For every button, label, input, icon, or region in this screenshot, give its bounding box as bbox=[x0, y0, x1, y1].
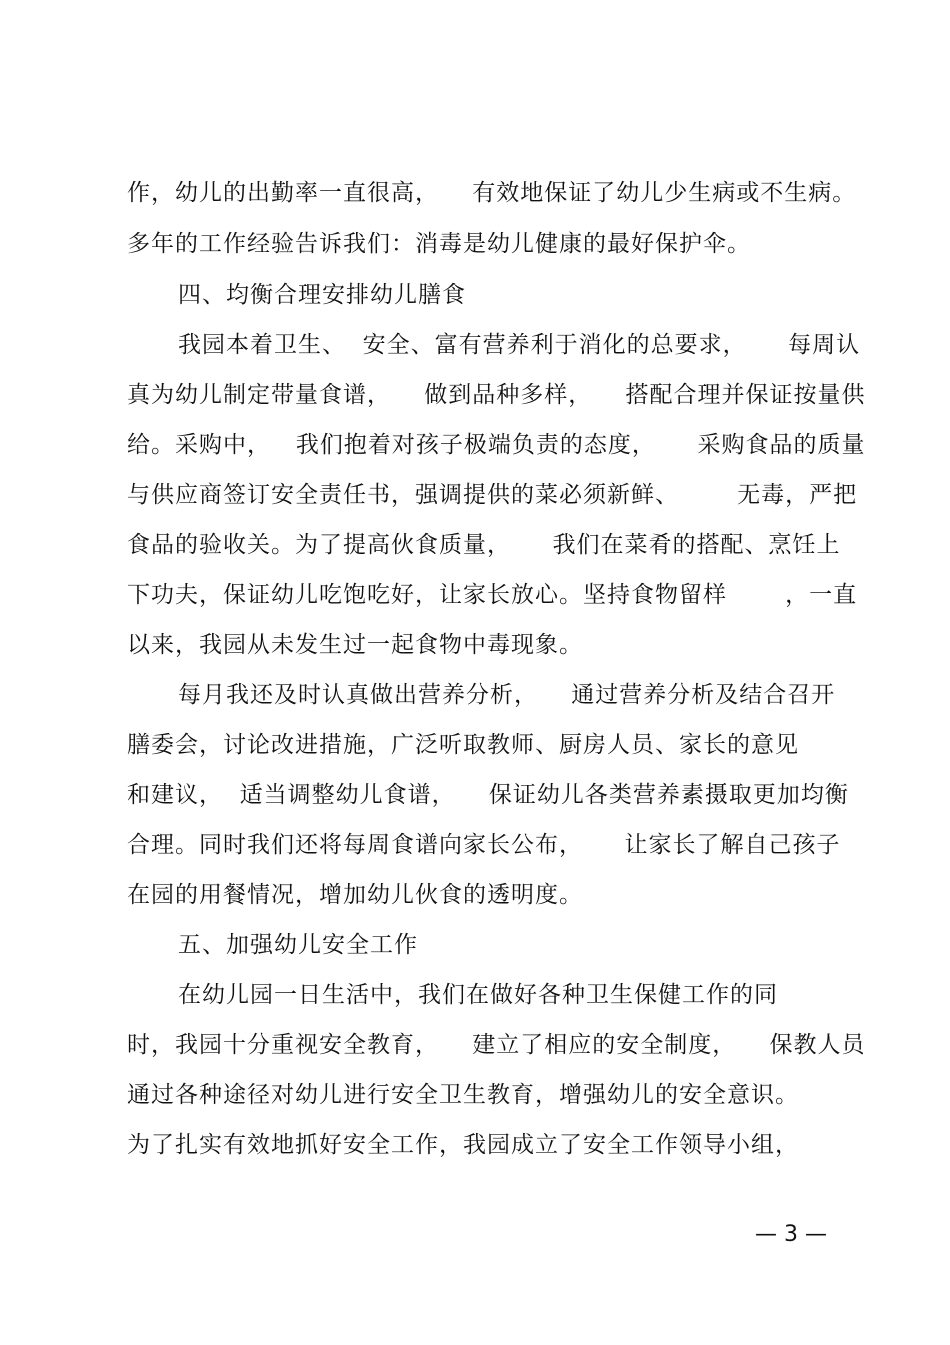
section-heading: 四、均衡合理安排幼儿膳食 bbox=[178, 282, 466, 308]
text-line: 时，我园十分重视安全教育， 建立了相应的安全制度， 保教人员 bbox=[127, 1032, 866, 1058]
text-line: 每月我还及时认真做出营养分析， 通过营养分析及结合召开 bbox=[178, 682, 836, 708]
text-line: 作，幼儿的出勤率一直很高， 有效地保证了幼儿少生病或不生病。 bbox=[127, 180, 857, 206]
text-line: 多年的工作经验告诉我们：消毒是幼儿健康的最好保护伞。 bbox=[127, 231, 751, 257]
text-line: 合理。同时我们还将每周食谱向家长公布， 让家长了解自己孩子 bbox=[127, 832, 841, 858]
text-line: 食品的验收关。为了提高伙食质量， 我们在菜肴的搭配、烹饪上 bbox=[127, 532, 841, 558]
text-line: 在幼儿园一日生活中，我们在做好各种卫生保健工作的同 bbox=[178, 982, 778, 1008]
text-line: 和建议， 适当调整幼儿食谱， 保证幼儿各类营养素摄取更加均衡 bbox=[127, 782, 849, 808]
text-line: 真为幼儿制定带量食谱， 做到品种多样， 搭配合理并保证按量供 bbox=[127, 382, 866, 408]
text-line: 以来，我园从未发生过一起食物中毒现象。 bbox=[127, 632, 583, 658]
page-number: — 3 — bbox=[755, 1222, 827, 1247]
text-line: 下功夫，保证幼儿吃饱吃好，让家长放心。坚持食物留样 ，一直 bbox=[127, 582, 858, 608]
text-line: 给。采购中， 我们抱着对孩子极端负责的态度， 采购食品的质量 bbox=[127, 432, 866, 458]
section-heading: 五、加强幼儿安全工作 bbox=[178, 932, 418, 958]
text-line: 与供应商签订安全责任书，强调提供的菜必须新鲜、 无毒，严把 bbox=[127, 482, 858, 508]
text-line: 我园本着卫生、 安全、富有营养利于消化的总要求， 每周认 bbox=[178, 332, 861, 358]
text-line: 通过各种途径对幼儿进行安全卫生教育，增强幼儿的安全意识。 bbox=[127, 1082, 799, 1108]
text-line: 膳委会，讨论改进措施，广泛听取教师、厨房人员、家长的意见 bbox=[127, 732, 799, 758]
text-line: 为了扎实有效地抓好安全工作，我园成立了安全工作领导小组， bbox=[127, 1132, 799, 1158]
text-line: 在园的用餐情况，增加幼儿伙食的透明度。 bbox=[127, 882, 583, 908]
